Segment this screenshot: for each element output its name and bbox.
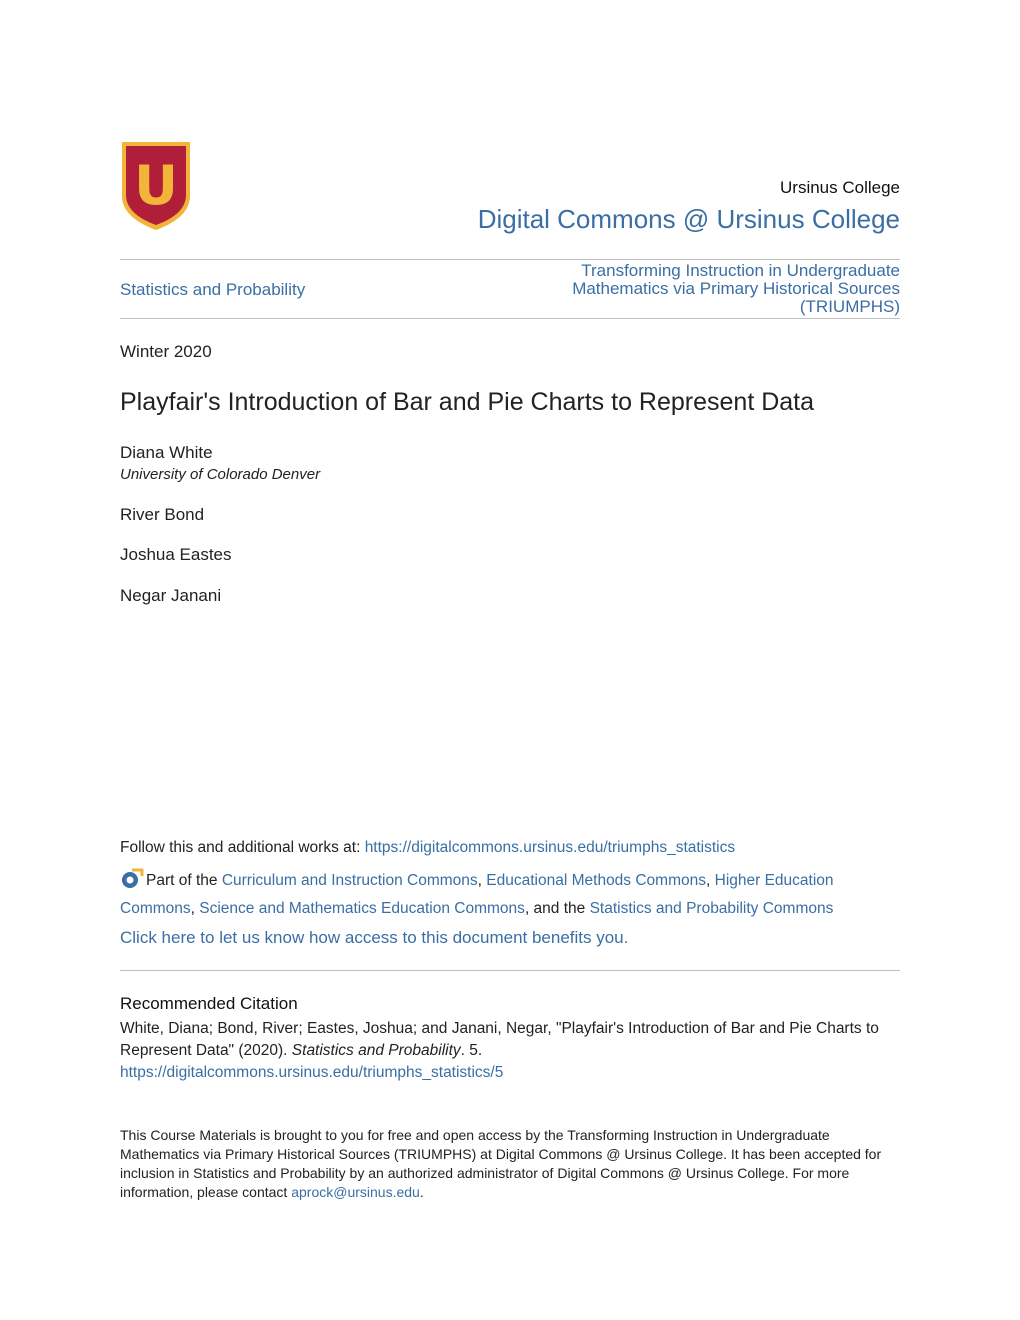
- citation-heading: Recommended Citation: [120, 994, 298, 1013]
- citation-journal: Statistics and Probability: [291, 1042, 461, 1059]
- collection-line-3: (TRIUMPHS): [799, 297, 900, 316]
- commons-link-statistics-probability[interactable]: Statistics and Probability Commons: [589, 899, 834, 917]
- ursinus-shield-logo: [120, 140, 192, 232]
- follow-url-link[interactable]: https://digitalcommons.ursinus.edu/triumphs_statistics: [364, 839, 736, 856]
- author-name: Negar Janani: [120, 586, 222, 605]
- separator: ,: [477, 872, 487, 889]
- citation-main: White, Diana; Bond, River; Eastes, Joshua; and Janani, Negar, "Playfair's Introduction of Bar and Pie Charts to Represent Data" (2020).: [120, 1020, 879, 1059]
- collection-link[interactable]: [500, 262, 900, 316]
- benefit-feedback-link[interactable]: Click here to let us know how access to this document benefits you.: [120, 928, 629, 947]
- footer-text: This Course Materials is brought to you for free and open access by the Transforming Instruction in Undergraduate Mathematics via Primary Historical Sources (TRIUMPHS) at Digital Commons @ Ursinus College. It has been accepted for inclusion in Statistics and Probability by an authorized administrator of Digital Commons @ Ursinus College. For more information, please contact: [120, 1127, 882, 1200]
- collection-line-1: Transforming Instruction in Undergraduate: [581, 261, 900, 280]
- bottom-divider: [120, 318, 900, 319]
- citation-url-link[interactable]: https://digitalcommons.ursinus.edu/triumphs_statistics/5: [120, 1064, 504, 1081]
- author-name: River Bond: [120, 505, 205, 524]
- document-title: Playfair's Introduction of Bar and Pie Charts to Represent Data: [120, 388, 815, 416]
- logo-letter: U: [134, 154, 178, 217]
- commons-link-educational-methods[interactable]: Educational Methods Commons: [486, 872, 706, 889]
- citation-text: [120, 1018, 910, 1084]
- separator: ,: [190, 899, 200, 917]
- author-name: Diana White: [120, 443, 213, 462]
- publication-date: Winter 2020: [120, 342, 212, 361]
- contact-email-link[interactable]: aprock@ursinus.edu: [291, 1184, 420, 1200]
- collection-line-2: Mathematics via Primary Historical Sources: [572, 279, 900, 298]
- series-link[interactable]: Statistics and Probability: [120, 280, 306, 299]
- separator: ,: [706, 872, 715, 889]
- commons-link-higher-education[interactable]: Higher Education Commons: [120, 872, 834, 917]
- follow-line: [120, 839, 735, 857]
- author-affiliation: University of Colorado Denver: [120, 466, 321, 483]
- part-of-prefix: Part of the: [146, 872, 222, 889]
- commons-link-curriculum[interactable]: Curriculum and Instruction Commons: [221, 872, 478, 889]
- separator: , and the: [524, 899, 590, 917]
- citation-divider: [120, 970, 900, 971]
- follow-label: Follow this and additional works at:: [120, 839, 365, 856]
- top-divider: [120, 259, 900, 260]
- open-access-icon: [120, 866, 144, 890]
- commons-link-science-math-education[interactable]: Science and Mathematics Education Commons: [199, 899, 525, 917]
- footer-notice: [120, 1126, 910, 1202]
- part-of-disciplines: [120, 866, 900, 922]
- institution-name: Ursinus College: [780, 178, 900, 197]
- citation-number: . 5.: [460, 1042, 483, 1059]
- author-name: Joshua Eastes: [120, 545, 232, 564]
- footer-end: .: [419, 1184, 424, 1200]
- repository-title-link[interactable]: Digital Commons @ Ursinus College: [477, 204, 900, 234]
